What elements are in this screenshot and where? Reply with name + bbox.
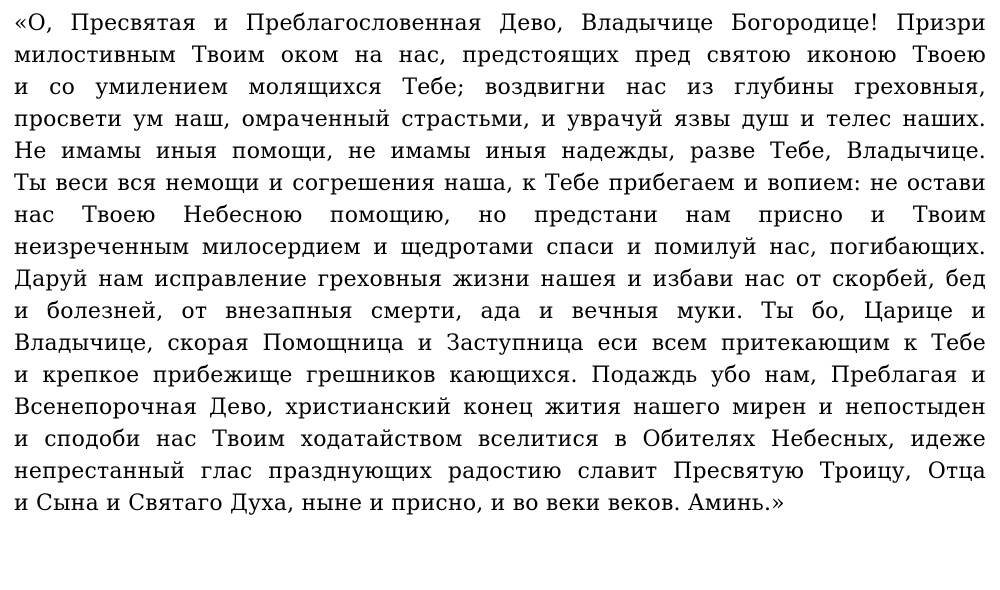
prayer-line-13: Всенепорочная Дево, христианский конец жития нашего мирен и непостыден [14,395,986,420]
prayer-line-9: Даруй нам исправление греховныя жизни нашея и избави нас от скорбей, бед [14,267,986,292]
prayer-line-15: непрестанный глас празднующих радостию славит Пресвятую Троицу, Отца [14,459,986,484]
prayer-line-12: и крепкое прибежище грешников кающихся. Подаждь убо нам, Преблагая и [14,363,986,388]
prayer-line-3: и со умилением молящихся Тебе; воздвигни нас из глубины греховныя, [14,75,986,100]
prayer-line-2: милостивным Твоим оком на нас, предстоящих пред святою иконою Твоею [14,43,986,68]
prayer-line-6: Ты веси вся немощи и согрешения наша, к Тебе прибегаем и вопием: не остави [14,171,986,196]
prayer-line-14: и сподоби нас Твоим ходатайством вселитися в Обителях Небесных, идеже [14,427,986,452]
prayer-line-4: просвети ум наш, омраченный страстьми, и уврачуй язвы душ и телес наших. [14,107,986,132]
prayer-line-7: нас Твоею Небесною помощию, но предстани нам присно и Твоим [14,203,986,228]
prayer-line-8: неизреченным милосердием и щедротами спаси и помилуй нас, погибающих. [14,235,986,260]
prayer-line-16: и Сына и Святаго Духа, ныне и присно, и во веки веков. Аминь.» [14,491,785,516]
prayer-line-5: Не имамы иныя помощи, не имамы иныя надежды, разве Тебе, Владычице. [14,139,986,164]
prayer-line-1: «О, Пресвятая и Преблагословенная Дево, Владычице Богородице! Призри [14,11,986,36]
prayer-text [14,8,986,520]
prayer-line-10: и болезней, от внезапныя смерти, ада и вечныя муки. Ты бо, Царице и [14,299,986,324]
prayer-line-11: Владычице, скорая Помощница и Заступница еси всем притекающим к Тебе [14,331,986,356]
